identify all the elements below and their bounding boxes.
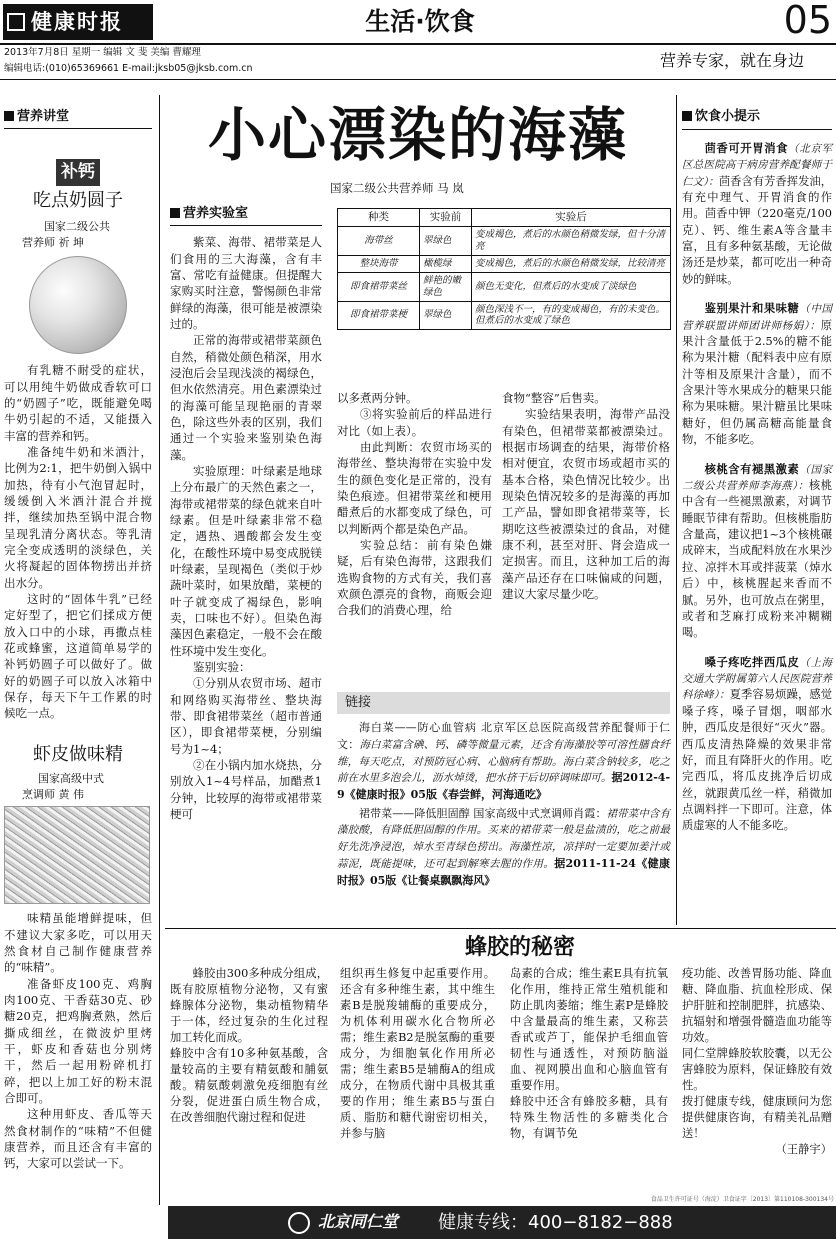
table-cell: 变成褐色，煮后的水颜色稍微发绿，但十分清亮 bbox=[472, 227, 671, 256]
article-body bbox=[4, 910, 152, 1171]
article-paragraph: 食物“整容”后售卖。 bbox=[502, 391, 606, 405]
slogan: 营养专家，就在身边 bbox=[660, 51, 805, 70]
article-paragraph: 实验结果表明，海带产品没有染色，但裙带菜都被漂染过。根据市场调查的结果，海带价格相对便宜，农贸市场或超市买的基本合格，染色情况比较少。出现染色情况较多的是海藻的再加工产品，譬如即食裙带菜等，长期吃这些被漂染过的食品，对健康不利，甚至对肝、肾会造成一定损害。而且，这种加工后的海藻产品还存在口味偏咸的问题，建议大家尽量少吃。 bbox=[502, 407, 670, 601]
links-heading: 链接 bbox=[337, 692, 670, 714]
main-byline: 国家二级公共营养师 马 岚 bbox=[330, 181, 464, 195]
author-line: 国家高级中式 bbox=[38, 772, 104, 786]
tip-body: 原果汁含量低于2.5%的糖不能称为果汁糖（配料表中应有原汁等相及原果汁含量），而不含果汁等水果成分的糖果只能称为果味糖。果汁糖虽比果味糖好，但仍属高糖高能量食物，不能多吃。 bbox=[682, 318, 832, 447]
left-column bbox=[4, 108, 152, 1172]
article-paragraph: 有乳糖不耐受的症状，可以用纯牛奶做成香软可口的“奶圆子”吃，既能避免喝牛奶引起的不适，又能摄入丰富的营养和钙。 bbox=[4, 363, 152, 443]
table-cell: 翠绿色 bbox=[420, 301, 472, 330]
tip-expert: （上海交通大学附属第六人民医院营养科徐峰）： bbox=[682, 656, 832, 702]
article-paragraph: 紫菜、海带、裙带菜是人们食用的三大海藻，含有丰富、常吃有益健康。但提醒大家购买时注意，警惕颜色非常鲜绿的海藻，很可能是被漂染过的。 bbox=[170, 235, 322, 332]
article-paragraph: 正常的海带或裙带菜颜色自然，稍微处颜色稍深，用水浸泡后会呈现浅淡的褐绿色，但水依然清亮。用色素漂染过的海藻可能呈现艳丽的青翠色，除这些外表的区别，我们通过一个实验来鉴别染色海藻。 bbox=[170, 333, 322, 462]
main-headline: 小心漂染的海藻 bbox=[207, 101, 628, 169]
article-paragraph: 岛素的合成；维生素E具有抗氧化作用，维持正常生殖机能和防止肌肉萎缩；维生素P是蜂胶中含量最高的维生素，又称芸香甙或芦丁，能保护毛细血管韧性与通透性，对预防脑溢血、视网膜出血和心脑血管有重要作用。 蜂胶中还含有蜂胶多糖，具有特殊生物活性的多糖类化合物，有调节免 bbox=[510, 967, 668, 1141]
page-number: 05 bbox=[783, 0, 832, 42]
link-body: 裙带菜中含有藻胶酸，有降低胆固醇的作用。买来的裙带菜一般是盐渍的，吃之前最好先洗净浸泡，焯水至青绿色捞出。海藻性凉，凉拌时一定要加姜汁或蒜泥，既能提味，还可起到解寒去腥的作用。 bbox=[337, 807, 671, 870]
experiment-table-box bbox=[337, 208, 671, 330]
main-col2 bbox=[337, 390, 492, 619]
article-paragraph: 疫功能、改善胃肠功能、降血糖、降血脂、抗血栓形成、保护肝脏和控制肥胖，抗感染、抗辐射和增强骨髓造血功能等功效。 同仁堂牌蜂胶软胶囊，以无公害蜂胶为原料，保证蜂胶有效性。 拨打健康专线，健康顾问为您提供健康咨询，有精美礼品赠送！ bbox=[682, 967, 832, 1141]
dried-shrimp-photo bbox=[4, 806, 150, 904]
column-divider bbox=[676, 95, 677, 925]
right-column bbox=[682, 108, 832, 835]
link-item bbox=[337, 806, 670, 890]
article-paragraph: 组织再生修复中起重要作用。还含有多种维生素，其中维生素B是脱羧辅酶的重要成分，为机体利用碳水化合物所必需；维生素B2是脱氢酶的重要成分，为细胞氧化作用所必需；维生素B5是辅酶A的组成成分，在物质代谢中具极其重要的作用；维生素B5与蛋白质、脂肪和糖代谢密切相关，并参与脑 bbox=[340, 967, 495, 1141]
table-cell: 海带丝 bbox=[338, 227, 420, 256]
footer-fine-print: 食品卫生许可证号（海淀）卫食证字〔2013〕第110108-300134号 bbox=[650, 1196, 834, 1203]
table-header: 实验前 bbox=[420, 209, 472, 227]
article-paragraph: 准备虾皮100克、鸡胸肉100克、干香菇30克、砂糖20克，把鸡胸煮熟，然后撕成细丝，在微波炉里烤干，虾皮和香菇也分别烤干，然后一起用粉碎机打碎，把以上加工好的粉末混合即可。 bbox=[4, 976, 152, 1105]
table-header-row bbox=[338, 209, 671, 227]
link-heading: 海白菜——防心血管病 北京军区总医院高级营养配餐师于仁文： bbox=[337, 721, 670, 751]
bottom-col bbox=[682, 966, 832, 1158]
masthead-rule bbox=[0, 43, 836, 45]
bottom-col bbox=[170, 966, 328, 1126]
link-source: 据2011-11-24《健康时报》05版《让餐桌飘飘海风》 bbox=[337, 856, 670, 887]
column-divider bbox=[159, 95, 160, 1205]
table-row bbox=[338, 301, 671, 330]
article-paragraph: 准备纯牛奶和米酒汁，比例为2:1，把牛奶倒入锅中加热，待有小气泡冒起时，缓缓倒入米酒汁混合并搅拌，继续加热至锅中混合物呈现乳清分离状态。等乳清完全变成透明的淡绿色，关火将凝起的固体物捞出并挤出水分。 bbox=[4, 444, 152, 590]
main-col3 bbox=[502, 390, 670, 602]
author-line: 国家二级公共 bbox=[44, 220, 110, 234]
section-heading-nutrition-lecture: 营养讲堂 bbox=[4, 108, 152, 129]
experiment-table bbox=[337, 208, 671, 330]
article-paragraph: 由此判断：农贸市场买的海带丝、整块海带在实验中发生的颜色变化是正常的，没有染色痕迹。但裙带菜丝和梗用醋煮后的水都变成了绿色，可以判断两个都是染色产品。 bbox=[337, 439, 492, 536]
article-paragraph: 鉴别实验： bbox=[193, 659, 251, 674]
main-col1 bbox=[170, 205, 322, 822]
logo-text: 健康时报 bbox=[31, 9, 123, 35]
masthead-bottom-rule bbox=[0, 79, 836, 80]
calcium-badge: 补钙 bbox=[56, 159, 100, 185]
brand-name: 北京同仁堂 bbox=[318, 1212, 399, 1232]
signature: （王静宇） bbox=[775, 1143, 832, 1157]
article-title: 吃点奶圆子 bbox=[33, 189, 123, 211]
article-paragraph: ②在小锅内加水烧热，分别放入1~4号样品，加醋煮1分钟，比较厚的海带或裙带菜梗可 bbox=[170, 757, 322, 821]
tip-title: 核桃含有褪黑激素 bbox=[704, 461, 800, 476]
bottom-section-rule bbox=[165, 928, 836, 929]
section-heading-nutrition-lab: 营养实验室 bbox=[170, 205, 322, 226]
tip-body: 茴香含有芳香挥发油，有充中理气、开胃消食的作用。茴香中钾（220毫克/100克）、钙、维生素A等含量丰富，且有多种氨基酸，无论做汤还是炒菜，都可吃出一种奇妙的鲜味。 bbox=[682, 174, 832, 286]
table-row bbox=[338, 227, 671, 256]
logo-emblem-icon bbox=[7, 13, 25, 31]
tip-item bbox=[682, 300, 832, 448]
square-bullet-icon bbox=[4, 111, 14, 121]
article-body bbox=[170, 234, 322, 822]
table-row bbox=[338, 255, 671, 272]
table-header: 实验后 bbox=[472, 209, 671, 227]
bottom-col bbox=[510, 966, 668, 1142]
table-cell: 鲜艳的嫩绿色 bbox=[420, 272, 472, 301]
link-item bbox=[337, 720, 670, 803]
footer-ad-band bbox=[168, 1206, 836, 1239]
tip-item bbox=[682, 461, 832, 642]
section-heading-diet-tips: 饮食小提示 bbox=[682, 108, 832, 130]
section-title: 生活·饮食 bbox=[365, 7, 475, 36]
bottom-col bbox=[340, 966, 495, 1142]
table-cell: 变成褐色，煮后的水颜色稍微发绿，比较清亮 bbox=[472, 255, 671, 272]
tip-title: 茴香可开胃消食 bbox=[704, 140, 789, 155]
article-paragraph: 蜂胶由300多种成分组成，既有胶原植物分泌物，又有蜜蜂腺体分泌物，集动植物精华于一体，经过复杂的生化过程加工转化而成。 蜂胶中含有10多种氨基酸，含量较高的主要有精氨酸和脯氨酸。精氨酸刺激免疫细胞有丝分裂，促进蛋白质生物合成，在改善细胞代谢过程和促进 bbox=[170, 967, 328, 1125]
table-cell: 颜色无变化，但煮后的水变成了淡绿色 bbox=[472, 272, 671, 301]
article-paragraph: ①分别从农贸市场、超市和网络购买海带丝、整块海带、即食裙带菜丝（超市普通区），即食裙带菜梗，分别编号为1~4； bbox=[170, 676, 322, 756]
tip-item bbox=[682, 140, 832, 288]
tip-body: 核桃中含有一些褪黑激素，对调节睡眠节律有帮助。但核桃脂肪含量高，建议把1~3个核桃碾成碎末，当成配料放在水果沙拉、凉拌木耳或拌菠菜（焯水后）中，核桃腥起来香而不腻。另外，也可放点在粥里，或者和芝麻打成粉来冲糊糊喝。 bbox=[682, 478, 832, 640]
brand-logo-icon bbox=[288, 1212, 310, 1234]
author-line: 烹调师 黄 伟 bbox=[22, 787, 84, 801]
tip-expert: （北京军区总医院高干病房营养配餐师于仁文）： bbox=[682, 142, 832, 188]
article-paragraph: 实验原理：叶绿素是地球上分布最广的天然色素之一，海带或裙带菜的绿色就来自叶绿素。但是叶绿素非常不稳定，遇热、遇酸都会发生变化，在酸性环境中易变成脱镁叶绿素，呈现褐色（类似于炒蔬叶菜时，如果放醋，菜梗的叶子就变成了褐绿色，影响卖，口味也不好）。但染色海藻因色素稳定，一般不会在酸性环境中发生变化。 bbox=[170, 464, 322, 658]
tip-expert: （中国营养联盟讲师团讲师杨娟）： bbox=[682, 303, 832, 332]
article-body bbox=[4, 362, 152, 721]
tip-title: 嗓子疼吃拌西瓜皮 bbox=[704, 654, 800, 669]
badge-row bbox=[4, 159, 152, 185]
link-source: 据2012-4-9《健康时报》05版《春尝鲜，河海通吃》 bbox=[337, 771, 671, 802]
article-paragraph: 这时的“固体牛乳”已经定好型了，把它们揉成方便放入口中的小球，再撒点桂花或蜂蜜，这道简单易学的补钙奶圆子可以做好了。做好的奶圆子可以放入冰箱中保存，每天下午工作累的时候吃一点。 bbox=[4, 591, 152, 721]
square-bullet-icon bbox=[170, 208, 180, 218]
table-cell: 橄榄绿 bbox=[420, 255, 472, 272]
masthead-logo bbox=[3, 4, 153, 40]
article-paragraph: ③将实验前后的样品进行对比（如上表）。 bbox=[337, 407, 492, 438]
article-title: 虾皮做味精 bbox=[33, 743, 123, 765]
article-paragraph: 味精虽能增鲜提味，但不建议大家多吃，可以用天然食材自己制作健康营养的“味精”。 bbox=[4, 911, 152, 975]
links-box bbox=[337, 692, 670, 889]
contact-line: 编辑电话:(010)65369661 E-mail:jksb05@jksb.com.cn bbox=[4, 63, 253, 74]
bottom-headline: 蜂胶的秘密 bbox=[464, 934, 575, 960]
table-cell: 整块海带 bbox=[338, 255, 420, 272]
table-header: 种类 bbox=[338, 209, 420, 227]
author-line: 营养师 祈 坤 bbox=[22, 235, 84, 249]
milk-balls-photo bbox=[29, 256, 127, 354]
link-body: 海白菜富含碘、钙、磷等微量元素，还含有海藻胶等可溶性膳食纤维，每天吃点，对预防冠心病、心脑病有帮助。海白菜含钠较多，吃之前在水里多泡会儿，沥水焯烫，把水挤干后切碎调味即可。 bbox=[337, 738, 671, 785]
tip-title: 鉴别果汁和果味糖 bbox=[704, 301, 800, 316]
tip-body: 夏季容易烦躁，感觉嗓子疼，嗓子冒烟，咽部水肿，西瓜皮是很好“灭火”器。西瓜皮清热降燥的效果非常好，而且有降肝火的作用。吃完西瓜，将瓜皮挑净后切成丝，就跟黄瓜丝一样，稍微加点调料拌一下即可。注意，体质虚寒的人不能多吃。 bbox=[682, 688, 832, 833]
article-paragraph: 以多煮两分钟。 bbox=[337, 391, 418, 405]
table-cell: 翠绿色 bbox=[420, 227, 472, 256]
health-hotline: 健康专线：400−8182−888 bbox=[438, 1211, 673, 1233]
table-cell: 即食裙带菜梗 bbox=[338, 301, 420, 330]
article-paragraph: 实验总结：前有染色嫌疑，后有染色海带，这跟我们选购食物的方式有关，我们喜欢颜色漂亮的食物，商贩会迎合我们的消费心理，给 bbox=[337, 537, 492, 618]
square-bullet-icon bbox=[682, 111, 692, 121]
article-paragraph: 这种用虾皮、香瓜等天然食材制作的“味精”不但健康营养，而且还含有丰富的钙，大家可以尝试一下。 bbox=[4, 1107, 152, 1171]
masthead bbox=[0, 0, 836, 82]
date-line: 2013年7月8日 星期一 编辑 文 斐 美编 曹耀理 bbox=[4, 47, 201, 58]
tip-item bbox=[682, 654, 832, 835]
tip-expert: （国家二级公共营养师李海燕）： bbox=[682, 463, 832, 492]
table-cell: 即食裙带菜丝 bbox=[338, 272, 420, 301]
table-row bbox=[338, 272, 671, 301]
link-heading: 裙带菜——降低胆固醇 国家高级中式烹调师肖霞： bbox=[359, 806, 607, 820]
table-cell: 颜色深浅不一，有的变成褐色，有的未变色。但煮后的水变成了绿色 bbox=[472, 301, 671, 330]
